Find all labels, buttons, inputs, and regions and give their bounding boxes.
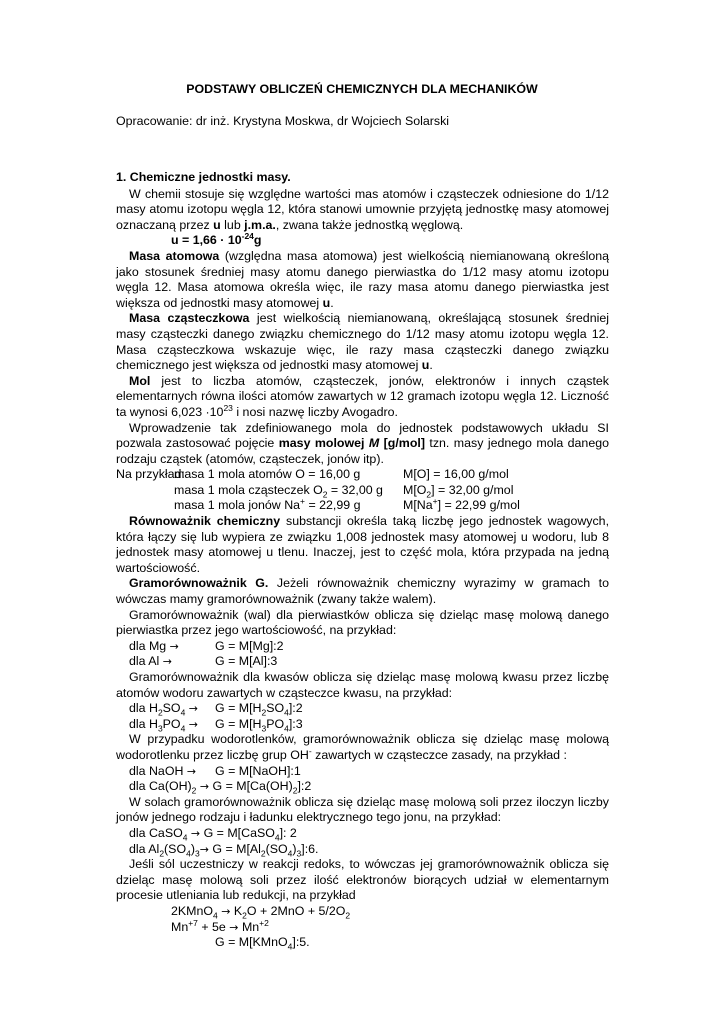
arrow-icon: → xyxy=(162,655,172,669)
arrow-icon: → xyxy=(188,702,198,716)
example-mg: dla Mg → G = M[Mg]:2 xyxy=(129,638,284,653)
reaction-1: 2KMnO$_4$ → $K_2O + 2MnO + 5/2O_2$ xyxy=(171,903,351,921)
paragraph-kwasy: Gramorównoważnik dla kwasów oblicza się dzieląc masę molową kwasu przez liczbę atomów wodoru zawartych w cząsteczce kwasu, na przykład: xyxy=(116,670,609,700)
paragraph-masa-czasteczkowa: Masa cząsteczkowa jest wielkością niemianowaną, określającą stosunek średniej masy cząsteczki danego związku chemicznego do 1/12 masy atomu izotopu węgla 12. Masa cząsteczkowa wskazuje więc, ile razy masa cząsteczki danego związku chemicznego jest większa od jednostki masy atomowej u. xyxy=(116,311,609,373)
paragraph-sole: W solach gramorównoważnik oblicza się dzieląc masę molową soli przez iloczyn liczby jonów jednego rodzaju i ładunku elektrycznego tego jonu, na przykład: xyxy=(116,794,609,825)
arrow-icon: → xyxy=(229,920,239,934)
reaction-3: G = M[KMnO$_4$]:5. xyxy=(215,935,310,952)
example-naoh: dla NaOH → G = M[NaOH]:1 xyxy=(129,763,301,778)
example-row-1: Na przykład: masa 1 mola atomów O = 16,00 g M[O] = 16,00 g/mol xyxy=(116,467,509,482)
paragraph-gramorownowaznik: Gramorównoważnik G. Jeżeli równoważnik chemiczny wyrazimy w gramach to wówczas mamy gramorównoważnik (zwany także walem). xyxy=(116,576,609,607)
example-caso4: dla CaSO$_4$ → G = M[CaSO$_4$]: 2 xyxy=(129,825,297,843)
arrow-icon: → xyxy=(199,842,209,856)
example-caoh2: dla $Ca(OH)_2 \to G$ = $M[Ca(OH)_2]:2$ xyxy=(129,779,312,796)
example-al2so43: dla $Al_2(SO_4)_3\to G$ = $M[Al_2(SO_4)_3]:6$. xyxy=(129,841,319,858)
paragraph-redoks: Jeśli sól uczestniczy w reakcji redoks, to wówczas jej gramorównoważnik oblicza się dzieląc masę molową soli przez ilość elektronów biorących udział w elementarnym procesie utleniania lub redukcji, na przykład xyxy=(116,857,609,903)
paragraph-wodorotlenki: W przypadku wodorotlenków, gramorównoważnik oblicza się dzieląc masę molową wodorotlenku przez liczbę grup OH- zawartych w cząsteczce zasady, na przykład : xyxy=(116,732,609,762)
example-al: dla Al → G = M[Al]:3 xyxy=(129,654,278,669)
arrow-icon: → xyxy=(199,780,210,794)
arrow-icon: → xyxy=(186,764,197,778)
paragraph-mol: Mol jest to liczba atomów, cząsteczek, jonów, elektronów i innych cząstek elementarnych równa ilości atomów zawartych w 12 gramach izotopu węgla 12. Liczność ta wynosi $6,023 \cdot 10^{23}$ i nosi nazwę liczby Avogadro. xyxy=(116,373,609,419)
paragraph-masa-molowa: Wprowadzenie tak zdefiniowanego mola do jednostek podstawowych układu SI pozwala zastosować pojęcie masy molowej M [g/mol] tzn. masy jednego mola danego rodzaju cząstek (atomów, cząsteczek, jonów itp). xyxy=(116,420,610,466)
example-row-3: masa 1 mola jonów Na+ = 22,99 g M[Na+] = 22,99 g/mol xyxy=(174,496,520,513)
paragraph-jma: W chemii stosuje się względne wartości mas atomów i cząsteczek odniesione do 1/12 masy atomu izotopu węgla 12, która stanowi umownie przyjętą jednostkę masy atomowej oznaczaną przez u lub j.m.a., zwana także jednostką węglową. xyxy=(116,186,609,232)
paragraph-pierwiastki: Gramorównoważnik (wal) dla pierwiastków oblicza się dzieląc masę molową danego pierwiastka przez jego wartościowość, na przykład: xyxy=(116,607,609,638)
arrow-icon: → xyxy=(221,904,231,918)
example-h2so4: dla $H_2SO_4$ → $G = M[H_2SO_4]:2$ xyxy=(129,701,303,718)
example-h3po4: dla $H_3PO_4$ → $G = M[H_3PO_4]:3$ xyxy=(129,716,303,734)
example-row-2: masa 1 mola cząsteczek $O_2 = 32,00$ g $M[O_2] = 32,00$ g/mol xyxy=(174,482,514,500)
document-title: PODSTAWY OBLICZEŃ CHEMICZNYCH DLA MECHANIKÓW xyxy=(186,82,538,96)
reaction-2: $Mn^{+7} + 5e \to Mn^{+2}$ xyxy=(171,917,269,934)
arrow-icon: → xyxy=(188,717,198,731)
section-heading: 1. Chemiczne jednostki masy. xyxy=(116,170,291,184)
paragraph-rownowaznik: Równoważnik chemiczny substancji określa taką liczbę jego jednostek wagowych, która łączy się lub wypiera ze związku 1,008 jednostek masy atomowej u wodoru, lub 8 jednostek masy atomowej u tlenu. Inaczej, jest to część mola, która przypada na jedną wartościowość. xyxy=(116,514,610,575)
unit-formula: $u = 1,66 \cdot 10^{-24}g$ xyxy=(171,231,262,248)
arrow-icon: → xyxy=(169,639,179,653)
document-authors: Opracowanie: dr inż. Krystyna Moskwa, dr Wojciech Solarski xyxy=(116,114,450,128)
document-body xyxy=(116,170,609,951)
paragraph-masa-atomowa: Masa atomowa (względna masa atomowa) jest wielkością niemianowaną określoną jako stosunek średniej masy atomu danego pierwiastka do 1/12 masy atomu izotopu węgla 12. Masa atomowa określa więc, ile razy masa atomu danego pierwiastka jest większa od jednostki masy atomowej u. xyxy=(116,248,610,310)
arrow-icon: → xyxy=(190,826,201,840)
